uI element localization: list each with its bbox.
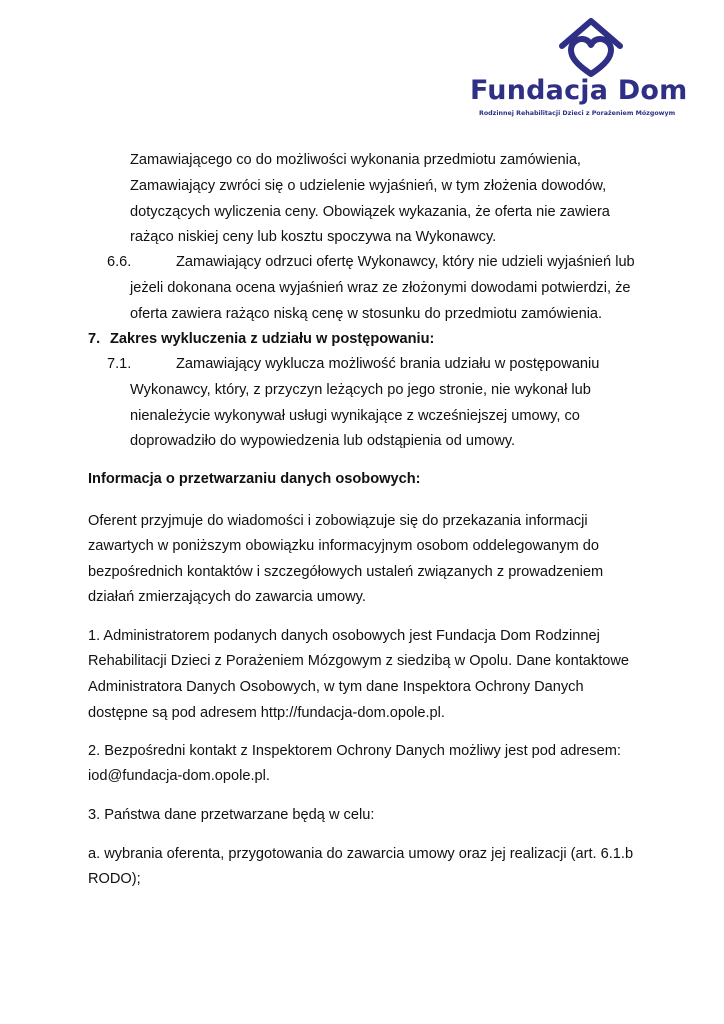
item-number: 7.1.	[107, 356, 132, 372]
text-line: rażąco niskiej ceny lub kosztu spoczywa na Wykonawcy.	[130, 229, 497, 245]
text-line: Wykonawcy, który, z przyczyn leżących po jego stronie, nie wykonał lub	[130, 382, 591, 398]
rodo-heading: Informacja o przetwarzaniu danych osobowych:	[88, 471, 421, 487]
text-line: a. wybrania oferenta, przygotowania do zawarcia umowy oraz jej realizacji (art. 6.1.b	[88, 846, 634, 862]
text-line: RODO);	[88, 871, 141, 887]
text-line: 3. Państwa dane przetwarzane będą w celu:	[88, 807, 375, 823]
text-line: zawartych w poniższym obowiązku informacyjnym osobom oddelegowanym do	[88, 538, 600, 554]
text-line: Administratora Danych Osobowych, w tym dane Inspektora Ochrony Danych	[88, 679, 584, 695]
foundation-logo	[470, 14, 710, 129]
text-line: nienależycie wykonywał usługi wynikające z wcześniejszej umowy, co	[130, 408, 580, 424]
logo-subtitle: Rodzinnej Rehabilitacji Dzieci z Porażeniem Mózgowym	[479, 110, 676, 117]
text-line: Oferent przyjmuje do wiadomości i zobowiązuje się do przekazania informacji	[88, 513, 588, 529]
section-number: 7.	[88, 331, 101, 347]
text-line: Zamawiający wyklucza możliwość brania udziału w postępowaniu	[176, 356, 600, 372]
text-line: oferta zawiera rażąco niską cenę w stosunku do przedmiotu zamówienia.	[130, 306, 603, 322]
section-title: Zakres wykluczenia z udziału w postępowaniu:	[110, 331, 435, 347]
text-line: Rehabilitacji Dzieci z Porażeniem Mózgowym z siedzibą w Opolu. Dane kontaktowe	[88, 653, 630, 669]
house-heart-icon	[558, 16, 624, 82]
logo-name: Fundacja Dom	[470, 75, 688, 106]
text-line: iod@fundacja-dom.opole.pl.	[88, 768, 270, 784]
item-number: 6.6.	[107, 254, 132, 270]
text-line: jeżeli dokonana ocena wyjaśnień wraz ze złożonymi dowodami potwierdzi, że	[130, 280, 631, 296]
text-line: 1. Administratorem podanych danych osobowych jest Fundacja Dom Rodzinnej	[88, 628, 600, 644]
text-line: dostępne są pod adresem http://fundacja-dom.opole.pl.	[88, 705, 445, 721]
text-line: Zamawiający zwróci się o udzielenie wyjaśnień, w tym złożenia dowodów,	[130, 178, 607, 194]
text-line: doprowadziło do wypowiedzenia lub odstąpienia od umowy.	[130, 433, 516, 449]
text-line: dotyczących wyliczenia ceny. Obowiązek wykazania, że oferta nie zawiera	[130, 204, 610, 220]
text-line: działań zmierzających do zawarcia umowy.	[88, 589, 366, 605]
text-line: bezpośrednich kontaktów i szczegółowych ustaleń związanych z prowadzeniem	[88, 564, 604, 580]
text-line: Zamawiający odrzuci ofertę Wykonawcy, który nie udzieli wyjaśnień lub	[176, 254, 635, 270]
text-line: 2. Bezpośredni kontakt z Inspektorem Ochrony Danych możliwy jest pod adresem:	[88, 743, 621, 759]
text-line: Zamawiającego co do możliwości wykonania przedmiotu zamówienia,	[130, 152, 581, 168]
